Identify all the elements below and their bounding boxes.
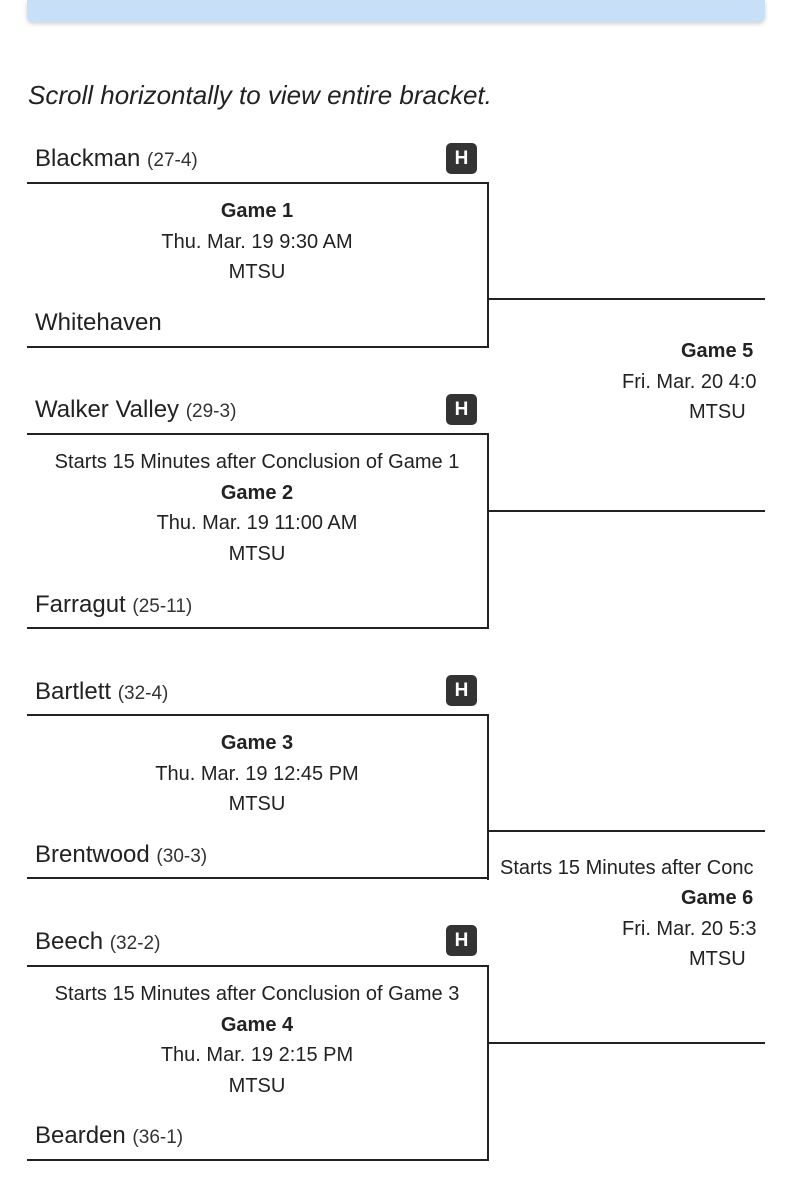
team-slot-walker-valley[interactable] xyxy=(35,396,236,424)
game-5-info[interactable] xyxy=(490,336,765,428)
game-1-info[interactable] xyxy=(29,196,485,288)
game-name: Game 5 xyxy=(681,340,754,362)
game-4-info[interactable] xyxy=(29,979,485,1101)
bracket-line xyxy=(487,965,489,1161)
home-badge-icon: H xyxy=(446,394,477,425)
bracket-line xyxy=(27,346,489,348)
game-venue: MTSU xyxy=(689,948,746,970)
game-time: Thu. Mar. 19 2:15 PM xyxy=(160,1044,354,1066)
team-record: (36-1) xyxy=(132,1127,184,1148)
team-slot-farragut[interactable] xyxy=(35,591,192,619)
bracket-line xyxy=(487,830,765,832)
team-record: (27-4) xyxy=(147,150,198,171)
team-record: (32-2) xyxy=(109,933,161,954)
game-time: Fri. Mar. 20 4:0 xyxy=(622,371,757,393)
game-name: Game 4 xyxy=(220,1013,294,1036)
bracket-line xyxy=(27,433,489,435)
bracket-line xyxy=(487,182,489,348)
bracket-line xyxy=(487,1042,765,1044)
team-slot-bartlett[interactable] xyxy=(35,678,168,706)
team-record: (30-3) xyxy=(156,846,208,867)
team-record: (25-11) xyxy=(132,596,193,617)
bracket-line xyxy=(27,182,489,184)
game-name: Game 6 xyxy=(681,887,754,909)
game-time: Thu. Mar. 19 12:45 PM xyxy=(155,762,359,785)
game-2-info[interactable] xyxy=(29,447,485,569)
home-badge-icon: H xyxy=(446,925,477,956)
game-note: Starts 15 Minutes after Conclusion of Game 1 xyxy=(54,451,460,473)
bracket-line xyxy=(27,1159,489,1161)
team-name: Bartlett xyxy=(35,678,112,705)
game-venue: MTSU xyxy=(228,542,286,565)
game-venue: MTSU xyxy=(228,793,286,815)
bracket-line xyxy=(27,877,489,879)
game-6-info[interactable] xyxy=(490,853,765,976)
team-name: Whitehaven xyxy=(35,309,162,336)
team-slot-whitehaven[interactable] xyxy=(35,309,162,337)
bracket-line xyxy=(487,714,489,880)
game-venue: MTSU xyxy=(228,1074,286,1097)
bracket-line xyxy=(27,714,489,716)
bracket-line xyxy=(487,433,489,629)
bracket-line xyxy=(487,298,765,300)
game-name: Game 3 xyxy=(220,732,294,754)
game-3-info[interactable] xyxy=(29,728,485,820)
game-time: Fri. Mar. 20 5:3 xyxy=(622,918,757,940)
bracket-line xyxy=(27,627,489,629)
team-name: Walker Valley xyxy=(35,396,180,423)
game-venue: MTSU xyxy=(228,261,286,283)
scroll-hint: Scroll horizontally to view entire bracket. xyxy=(28,80,492,110)
team-slot-brentwood[interactable] xyxy=(35,841,207,869)
team-name: Brentwood xyxy=(35,841,150,868)
team-slot-blackman[interactable] xyxy=(35,145,198,173)
game-name: Game 2 xyxy=(220,481,294,504)
team-name: Bearden xyxy=(35,1122,126,1149)
team-slot-beech[interactable] xyxy=(35,928,160,956)
team-slot-bearden[interactable] xyxy=(35,1122,183,1150)
home-badge-icon: H xyxy=(446,143,477,174)
home-badge-icon: H xyxy=(446,675,477,706)
team-record: (29-3) xyxy=(185,401,237,422)
team-name: Blackman xyxy=(35,145,141,172)
team-record: (32-4) xyxy=(117,683,169,704)
game-note: Starts 15 Minutes after Conc xyxy=(500,857,754,879)
game-time: Thu. Mar. 19 11:00 AM xyxy=(156,512,358,534)
bracket-line xyxy=(487,510,765,512)
team-name: Beech xyxy=(35,928,104,955)
game-time: Thu. Mar. 19 9:30 AM xyxy=(161,230,353,253)
game-note: Starts 15 Minutes after Conclusion of Game 3 xyxy=(54,983,460,1005)
team-name: Farragut xyxy=(35,591,126,618)
info-banner xyxy=(27,0,765,22)
game-name: Game 1 xyxy=(220,200,294,222)
bracket-line xyxy=(27,965,489,967)
game-venue: MTSU xyxy=(689,401,746,423)
